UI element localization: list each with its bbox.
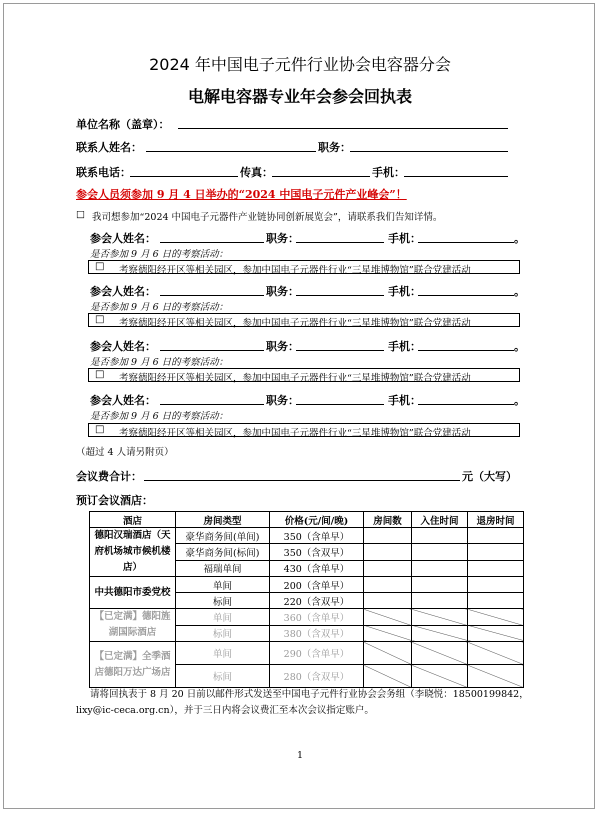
- attendee-position-label: 职务：: [266, 340, 299, 353]
- room-count-cell: [364, 665, 412, 688]
- checkout-cell[interactable]: [468, 560, 524, 576]
- checkin-cell[interactable]: [412, 560, 468, 576]
- table-row: [90, 528, 524, 544]
- tour-option-text: 考察德阳经开区等相关园区，参加中国电子元器件行业“三星堆博物馆”联合党建活动: [119, 318, 471, 329]
- contact-label: 联系人姓名：: [76, 141, 142, 154]
- header-checkin: 入住时间: [412, 512, 468, 528]
- tour-question: 是否参加 9 月 6 日的考察活动：: [90, 357, 229, 368]
- attendee-mobile-label: 手机：: [388, 285, 421, 298]
- unit-label: 单位名称（盖章）：: [76, 118, 170, 131]
- tour-option-text: 考察德阳经开区等相关园区，参加中国电子元器件行业“三星堆博物馆”联合党建活动: [119, 265, 471, 276]
- room-count-cell: [364, 609, 412, 626]
- tour-option-text: 考察德阳经开区等相关园区，参加中国电子元器件行业“三星堆博物馆”联合党建活动: [119, 428, 471, 439]
- attendee-mobile-field[interactable]: [418, 404, 514, 405]
- tour-question: 是否参加 9 月 6 日的考察活动：: [90, 302, 229, 313]
- table-header-row: [90, 512, 524, 528]
- fee-field[interactable]: [144, 480, 460, 481]
- submission-instructions: 请将回执表于 8 月 20 日前以邮件形式发送至中国电子元件行业协会会务组（李晓悦：18500199842，: [90, 689, 529, 700]
- room-type: 单间: [176, 577, 270, 593]
- room-price: 350（含单早）: [270, 528, 364, 544]
- checkin-cell: [412, 642, 468, 665]
- tour-checkbox[interactable]: □: [95, 314, 105, 325]
- tour-question: 是否参加 9 月 6 日的考察活动：: [90, 411, 229, 422]
- checkout-cell[interactable]: [468, 577, 524, 593]
- room-type: 福瑞单间: [176, 560, 270, 576]
- fax-field[interactable]: [272, 176, 370, 177]
- room-price: 360（含单早）: [270, 609, 364, 626]
- attendee-name-field[interactable]: [160, 404, 264, 405]
- room-type: 标间: [176, 625, 270, 642]
- tour-option-box: [88, 313, 520, 327]
- attendee-name-label: 参会人姓名：: [90, 340, 156, 353]
- attendee-mobile-field[interactable]: [418, 242, 514, 243]
- hotel-name: 【已定满】德阳旌湖国际酒店: [90, 609, 176, 642]
- checkout-cell[interactable]: [468, 528, 524, 544]
- room-type: 标间: [176, 665, 270, 688]
- room-price: 380（含双早）: [270, 625, 364, 642]
- header-hotel: 酒店: [90, 512, 176, 528]
- room-price: 280（含双早）: [270, 665, 364, 688]
- attendee-period: 。: [514, 285, 525, 298]
- table-row: [90, 577, 524, 593]
- attendee-position-label: 职务：: [266, 394, 299, 407]
- table-row: [90, 609, 524, 626]
- header-room-type: 房间类型: [176, 512, 270, 528]
- contact-field[interactable]: [146, 151, 316, 152]
- room-type: 豪华商务间(单间): [176, 528, 270, 544]
- mobile-label: 手机：: [372, 166, 405, 179]
- checkin-cell: [412, 625, 468, 642]
- table-row: [90, 642, 524, 665]
- position-field[interactable]: [350, 151, 508, 152]
- attendee-mobile-label: 手机：: [388, 340, 421, 353]
- attendee-name-label: 参会人姓名：: [90, 285, 156, 298]
- fax-label: 传真：: [240, 166, 273, 179]
- attendee-name-field[interactable]: [160, 242, 264, 243]
- attendee-mobile-label: 手机：: [388, 394, 421, 407]
- checkin-cell: [412, 609, 468, 626]
- page-subtitle: 电解电容器专业年会参会回执表: [187, 87, 412, 106]
- room-type: 豪华商务间(标间): [176, 544, 270, 560]
- tour-checkbox[interactable]: □: [95, 261, 105, 272]
- room-count-cell: [364, 625, 412, 642]
- room-price: 290（含单早）: [270, 642, 364, 665]
- attendee-name-field[interactable]: [160, 295, 264, 296]
- fee-label: 会议费合计：: [76, 470, 142, 483]
- attendee-period: 。: [514, 394, 525, 407]
- checkout-cell[interactable]: [468, 593, 524, 609]
- checkin-cell: [412, 665, 468, 688]
- tour-option-text: 考察德阳经开区等相关园区，参加中国电子元器件行业“三星堆博物馆”联合党建活动: [119, 373, 471, 384]
- attendee-period: 。: [514, 232, 525, 245]
- checkout-cell: [468, 642, 524, 665]
- room-count-cell[interactable]: [364, 560, 412, 576]
- hotel-name: 【已定满】全季酒店德阳万达广场店: [90, 642, 176, 688]
- room-price: 430（含单早）: [270, 560, 364, 576]
- hotel-name: 德阳汉瑞酒店（天府机场城市候机楼店）: [90, 528, 176, 577]
- checkout-cell: [468, 625, 524, 642]
- hotel-name: 中共德阳市委党校: [90, 577, 176, 609]
- room-price: 200（含单早）: [270, 577, 364, 593]
- tour-checkbox[interactable]: □: [95, 369, 105, 380]
- page-title: 2024 年中国电子元件行业协会电容器分会: [149, 55, 451, 74]
- room-type: 标间: [176, 593, 270, 609]
- attendee-mobile-field[interactable]: [418, 295, 514, 296]
- expo-checkbox[interactable]: □: [76, 209, 85, 220]
- room-count-cell[interactable]: [364, 593, 412, 609]
- tour-option-box: [88, 260, 520, 274]
- attendee-position-field[interactable]: [296, 295, 384, 296]
- room-type: 单间: [176, 609, 270, 626]
- attendee-position-field[interactable]: [296, 350, 384, 351]
- attendee-name-label: 参会人姓名：: [90, 394, 156, 407]
- attendee-period: 。: [514, 340, 525, 353]
- checkout-cell: [468, 609, 524, 626]
- page-number: 1: [296, 750, 304, 761]
- room-count-cell[interactable]: [364, 577, 412, 593]
- checkin-cell[interactable]: [412, 528, 468, 544]
- attendee-mobile-label: 手机：: [388, 232, 421, 245]
- room-count-cell[interactable]: [364, 528, 412, 544]
- tour-option-box: [88, 423, 520, 437]
- expo-text: 我司想参加“2024 中国电子元器件产业链协同创新展览会”，请联系我们告知详情。: [92, 212, 443, 223]
- checkin-cell[interactable]: [412, 577, 468, 593]
- room-price: 220（含双早）: [270, 593, 364, 609]
- summit-notice: 参会人员须参加 9 月 4 日举办的“2024 中国电子元件产业峰会”！: [76, 188, 407, 201]
- attendee-position-field[interactable]: [296, 242, 384, 243]
- attendee-position-field[interactable]: [296, 404, 384, 405]
- phone-label: 联系电话：: [76, 166, 131, 179]
- room-type: 单间: [176, 642, 270, 665]
- attendee-name-field[interactable]: [160, 350, 264, 351]
- attendee-position-label: 职务：: [266, 285, 299, 298]
- header-checkout: 退房时间: [468, 512, 524, 528]
- checkin-cell[interactable]: [412, 593, 468, 609]
- position-label: 职务：: [318, 141, 351, 154]
- attendee-mobile-field[interactable]: [418, 350, 514, 351]
- fee-unit: 元（大写）: [462, 470, 517, 483]
- checkin-cell[interactable]: [412, 544, 468, 560]
- room-count-cell: [364, 642, 412, 665]
- header-room-count: 房间数: [364, 512, 412, 528]
- submission-instructions-cont: lixy@ic-ceca.org.cn），并于三日内将会议费汇至本次会议指定账户。: [76, 705, 374, 716]
- header-price: 价格(元/间/晚): [270, 512, 364, 528]
- hotel-table: [89, 511, 524, 688]
- phone-field[interactable]: [130, 176, 238, 177]
- hotel-label: 预订会议酒店：: [76, 494, 153, 507]
- checkout-cell: [468, 665, 524, 688]
- attendee-position-label: 职务：: [266, 232, 299, 245]
- attendee-name-label: 参会人姓名：: [90, 232, 156, 245]
- unit-field[interactable]: [178, 128, 508, 129]
- tour-question: 是否参加 9 月 6 日的考察活动：: [90, 249, 229, 260]
- mobile-field[interactable]: [404, 176, 508, 177]
- checkout-cell[interactable]: [468, 544, 524, 560]
- room-count-cell[interactable]: [364, 544, 412, 560]
- tour-option-box: [88, 368, 520, 382]
- extra-attendees-note: （超过 4 人请另附页）: [76, 447, 174, 458]
- tour-checkbox[interactable]: □: [95, 424, 105, 435]
- room-price: 350（含双早）: [270, 544, 364, 560]
